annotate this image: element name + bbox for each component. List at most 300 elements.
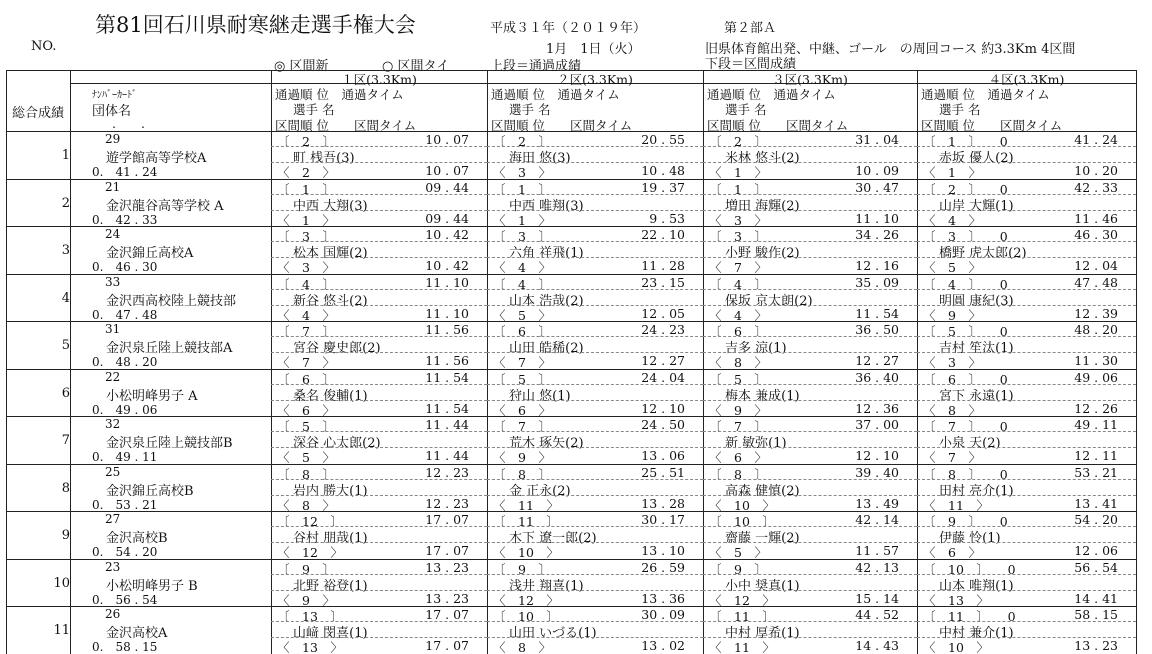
dashed-divider [703, 384, 917, 385]
pass-rank: 〔 3 〕 [277, 229, 335, 244]
section-time: 12 . 05 [641, 305, 685, 321]
pass-rank: 〔 3 〕 [493, 229, 551, 244]
pass-rank: 〔 7 〕 [709, 419, 767, 434]
leg-cell [271, 131, 487, 179]
dashed-divider [271, 146, 487, 147]
overall-rank: 5 [61, 338, 70, 353]
section-rank: 〈 5 〉 [709, 545, 767, 560]
runner-name: 深谷 心太郎(2) [293, 436, 381, 451]
pass-time: 37 . 00 [855, 417, 899, 432]
leg-cell [271, 606, 487, 654]
result-row [6, 559, 1137, 607]
pass-rank: 〔 8 〕 [493, 466, 551, 482]
pass-rank: 〔 4 〕 0 [923, 276, 1008, 292]
total-time: 0. 58 . 15 [92, 640, 158, 654]
leg-cell [703, 131, 917, 179]
section-time: 11 . 46 [1074, 210, 1118, 226]
section-rank: 〈 9 〉 [923, 307, 981, 323]
leg-cell [487, 464, 703, 512]
result-row [6, 606, 1137, 654]
pass-rank: 〔 11 〕 [493, 514, 559, 529]
dashed-divider [487, 526, 703, 527]
bib-number: 25 [105, 464, 121, 479]
section-rank: 〈 4 〉 [709, 307, 767, 323]
pass-time: 36 . 50 [855, 322, 899, 337]
section-time: 15 . 14 [855, 590, 899, 606]
leg-cell [271, 511, 487, 559]
section-time: 12 . 27 [641, 353, 685, 368]
section-rank: 〈 9 〉 [493, 450, 551, 465]
dashed-divider [487, 289, 703, 290]
runner-name: 小中 奨真(1) [725, 578, 800, 594]
dashed-divider [917, 495, 1136, 496]
dashed-divider [917, 210, 1136, 211]
leg-cell [917, 511, 1136, 559]
pass-rank: 〔 6 〕 [709, 324, 767, 339]
pass-time: 42 . 13 [855, 559, 899, 575]
pass-time: 11 . 10 [425, 274, 469, 290]
result-row [6, 416, 1137, 464]
dots-header: . . [112, 116, 145, 131]
pass-rank: 〔 10 〕 0 [923, 561, 1016, 577]
leg-cell [917, 131, 1136, 179]
overall-rank: 10 [53, 575, 70, 591]
section-rank: 〈 3 〉 [277, 260, 335, 275]
dashed-divider [703, 194, 917, 195]
runner-name: 狩山 悠(1) [509, 388, 571, 404]
pass-rank: 〔 12 〕 [277, 514, 343, 529]
section-rank: 〈 11 〉 [923, 497, 989, 513]
dashed-divider [917, 590, 1136, 591]
overall-rank-header: 総合成績 [11, 106, 64, 121]
pass-rank: 〔 10 〕 [493, 609, 559, 624]
dashed-divider [703, 352, 917, 353]
leg-cell [487, 226, 703, 274]
runner-name: 齋藤 一輝(2) [725, 531, 800, 546]
pass-time: 56 . 54 [1074, 559, 1118, 575]
leg-3-header: ３区(3.3Km) [772, 72, 848, 87]
dashed-divider [271, 352, 487, 353]
section-time: 12 . 27 [855, 353, 899, 368]
runner-name: 中西 唯翔(3) [509, 198, 584, 214]
dashed-divider [703, 305, 917, 306]
pass-time: 44 . 52 [855, 607, 899, 622]
pass-time: 48 . 20 [1074, 322, 1118, 337]
section-time: 13 . 10 [641, 543, 685, 558]
pass-rank: 〔 6 〕 0 [923, 371, 1008, 387]
pass-column-label: 通過順 位 通過タイム [707, 87, 836, 102]
section-rank: 〈 3 〉 [493, 165, 551, 180]
pass-rank: 〔 4 〕 [277, 276, 335, 292]
dashed-divider [271, 621, 487, 622]
section-rank: 〈 10 〉 [493, 545, 559, 560]
pass-time: 10 . 42 [425, 227, 469, 242]
pass-column-label: 通過順 位 通過タイム [491, 87, 620, 102]
leg-cell [917, 416, 1136, 464]
leg-cell [917, 226, 1136, 274]
section-time: 10 . 09 [855, 163, 899, 178]
dashed-divider [703, 621, 917, 622]
section-time: 13 . 06 [641, 448, 685, 463]
pass-time: 11 . 44 [425, 417, 469, 432]
section-time: 12 . 06 [1074, 543, 1118, 558]
bib-number: 27 [105, 512, 121, 526]
leg-cell [271, 416, 487, 464]
runner-name: 宮谷 慶史郎(2) [293, 341, 381, 356]
section-time: 11 . 56 [425, 353, 469, 368]
section-time: 10 . 07 [425, 163, 469, 178]
leg-cell [703, 559, 917, 607]
pass-rank: 〔 8 〕 [709, 466, 767, 482]
dashed-divider [487, 352, 703, 353]
dashed-divider [487, 305, 703, 306]
pass-time: 20 . 55 [641, 132, 685, 147]
total-time: 0. 48 . 20 [92, 355, 158, 369]
overall-rank: 1 [61, 148, 70, 163]
section-time: 10 . 48 [641, 163, 685, 178]
pass-time: 49 . 11 [1074, 417, 1118, 432]
pass-time: 53 . 21 [1074, 464, 1118, 480]
dashed-divider [271, 162, 487, 163]
section-rank: 〈 13 〉 [923, 592, 989, 608]
section-time: 10 . 42 [425, 258, 469, 273]
dashed-divider [703, 431, 917, 432]
section-rank: 〈 6 〉 [277, 402, 335, 418]
result-row [6, 369, 1137, 417]
dashed-divider [271, 400, 487, 401]
result-row [6, 179, 1137, 227]
pass-time: 47 . 48 [1074, 274, 1118, 290]
section-time: 09 . 44 [425, 210, 469, 226]
section-time: 12 . 11 [1074, 448, 1118, 463]
dashed-divider [487, 384, 703, 385]
section-rank: 〈 10 〉 [923, 640, 989, 654]
leg-1-header: １区(3.3Km) [341, 72, 417, 87]
runner-name: 高森 健慎(2) [725, 483, 800, 499]
dashed-divider [703, 495, 917, 496]
pass-time: 10 . 07 [425, 132, 469, 147]
section-rank: 〈 1 〉 [277, 212, 335, 228]
pass-time: 26 . 59 [641, 559, 685, 575]
dashed-divider [487, 162, 703, 163]
section-rank: 〈 12 〉 [277, 545, 343, 560]
dashed-divider [271, 447, 487, 448]
runner-name: 桑名 俊輔(1) [293, 388, 368, 404]
leg-cell [917, 179, 1136, 227]
dashed-divider [703, 257, 917, 258]
dashed-divider [271, 495, 487, 496]
runner-name: 伊藤 怜(1) [939, 531, 1001, 546]
dashed-divider [271, 384, 487, 385]
result-row [6, 226, 1137, 274]
section-time: 14 . 43 [855, 638, 899, 653]
dashed-divider [917, 574, 1136, 575]
pass-rank: 〔 9 〕 0 [923, 514, 1008, 529]
runner-name: 吉村 笙汰(1) [939, 341, 1014, 356]
pass-time: 41 . 24 [1074, 132, 1118, 147]
leg-cell [703, 226, 917, 274]
dashed-divider [271, 194, 487, 195]
section-column-label: 区間順 位 区間タイム [491, 118, 633, 133]
runner-name: 小泉 天(2) [939, 436, 1001, 451]
pass-rank: 〔 8 〕 [277, 466, 335, 482]
result-row [6, 464, 1137, 512]
dashed-divider [703, 400, 917, 401]
pass-rank: 〔 4 〕 [709, 276, 767, 292]
leg-cell [703, 369, 917, 417]
dashed-divider [271, 305, 487, 306]
section-time: 17 . 07 [425, 638, 469, 653]
course-description: 旧県体育館出発、中継、ゴール の周回コース 約3.3Km 4区間 [705, 42, 1076, 57]
section-time: 11 . 28 [641, 258, 685, 273]
section-rank: 〈 10 〉 [709, 497, 775, 513]
section-time: 12 . 10 [641, 400, 685, 416]
pass-rank: 〔 3 〕 0 [923, 229, 1008, 244]
result-row [6, 511, 1137, 559]
pass-time: 24 . 23 [641, 322, 685, 337]
bib-number: 33 [105, 274, 121, 289]
section-time: 12 . 23 [425, 495, 469, 511]
section-rank: 〈 3 〉 [923, 355, 981, 370]
leg-cell [917, 274, 1136, 322]
leg-cell [271, 179, 487, 227]
pass-time: 39 . 40 [855, 464, 899, 480]
dashed-divider [271, 289, 487, 290]
section-time: 11 . 30 [1074, 353, 1118, 368]
pass-time: 42 . 14 [855, 512, 899, 527]
section-rank: 〈 2 〉 [277, 165, 335, 180]
overall-rank: 3 [61, 243, 70, 258]
pass-time: 25 . 51 [641, 464, 685, 480]
pass-time: 23 . 15 [641, 274, 685, 290]
runner-name: 山本 浩哉(2) [509, 293, 584, 309]
section-time: 17 . 07 [425, 543, 469, 558]
section-rank: 〈 1 〉 [923, 165, 981, 180]
section-column-label: 区間順 位 区間タイム [921, 118, 1063, 133]
overall-rank: 7 [61, 433, 70, 448]
section-rank: 〈 8 〉 [277, 497, 335, 513]
pass-time: 31 . 04 [855, 132, 899, 147]
runner-name: 金 正永(2) [509, 483, 571, 499]
total-time: 0. 53 . 21 [92, 497, 158, 512]
leg-cell [271, 321, 487, 369]
section-rank: 〈 7 〉 [277, 355, 335, 370]
no-label: NO. [31, 39, 57, 54]
pass-rank: 〔 8 〕 0 [923, 466, 1008, 482]
pass-time: 35 . 09 [855, 274, 899, 290]
pass-time: 30 . 47 [855, 179, 899, 195]
leg-cell [487, 511, 703, 559]
pass-rank: 〔 2 〕 [709, 134, 767, 149]
dashed-divider [271, 590, 487, 591]
dashed-divider [487, 542, 703, 543]
section-time: 13 . 41 [1074, 495, 1118, 511]
pass-time: 17 . 07 [425, 512, 469, 527]
pass-rank: 〔 6 〕 [277, 371, 335, 387]
total-time: 0. 49 . 11 [92, 450, 158, 464]
runner-column-label: 選手 名 [725, 102, 767, 117]
pass-time: 13 . 23 [425, 559, 469, 575]
section-time: 12 . 10 [855, 448, 899, 463]
pass-time: 09 . 44 [425, 179, 469, 195]
dashed-divider [917, 400, 1136, 401]
dashed-divider [487, 621, 703, 622]
leg-cell [703, 321, 917, 369]
leg-cell [487, 131, 703, 179]
leg-cell [703, 274, 917, 322]
section-time: 11 . 54 [425, 400, 469, 416]
pass-rank: 〔 9 〕 [709, 561, 767, 577]
leg-cell [703, 511, 917, 559]
date-line: 平成３１年（２０１９年） [490, 21, 647, 36]
dashed-divider [271, 336, 487, 337]
dashed-divider [271, 241, 487, 242]
runner-name: 中西 大翔(3) [293, 198, 368, 214]
section-rank: 〈 5 〉 [493, 307, 551, 323]
overall-rank: 6 [61, 385, 70, 401]
legend-section-tie: ○ 区間タイ [382, 59, 450, 74]
dashed-divider [917, 621, 1136, 622]
runner-name: 松本 国輝(2) [293, 246, 368, 261]
runner-name: 中村 厚希(1) [725, 626, 800, 641]
dashed-divider [917, 352, 1136, 353]
section-time: 11 . 44 [425, 448, 469, 463]
dashed-divider [487, 210, 703, 211]
leg-4-header: ４区(3.3Km) [988, 72, 1065, 87]
section-rank: 〈 4 〉 [277, 307, 335, 323]
pass-column-label: 通過順 位 通過タイム [921, 87, 1050, 102]
total-time: 0. 56 . 54 [92, 592, 158, 607]
dashed-divider [703, 289, 917, 290]
section-rank: 〈 8 〉 [493, 640, 551, 654]
pass-rank: 〔 5 〕 [709, 371, 767, 387]
pass-column-label: 通過順 位 通過タイム [275, 87, 404, 102]
section-rank: 〈 12 〉 [709, 592, 775, 608]
result-row [6, 131, 1137, 179]
section-rank: 〈 11 〉 [709, 640, 775, 654]
team-name: 金沢龍谷高等学校 A [106, 198, 224, 214]
runner-name: 荒木 琢矢(2) [509, 436, 584, 451]
pass-rank: 〔 7 〕 [277, 324, 335, 339]
dashed-divider [917, 637, 1136, 638]
pass-rank: 〔 5 〕 0 [923, 324, 1008, 339]
runner-name: 保坂 京太朗(2) [725, 293, 813, 309]
leg-cell [703, 464, 917, 512]
total-time: 0. 47 . 48 [92, 307, 158, 322]
section-time: 13 . 23 [1074, 638, 1118, 653]
team-name: 金沢西高校陸上競技部 [106, 293, 237, 309]
dashed-divider [487, 431, 703, 432]
dashed-divider [917, 289, 1136, 290]
section-rank: 〈 4 〉 [923, 212, 981, 228]
section-rank: 〈 4 〉 [493, 260, 551, 275]
pass-rank: 〔 6 〕 [493, 324, 551, 339]
dashed-divider [487, 146, 703, 147]
pass-time: 11 . 56 [425, 322, 469, 337]
runner-name: 谷村 朋哉(1) [293, 531, 368, 546]
dashed-divider [487, 257, 703, 258]
pass-rank: 〔 5 〕 [493, 371, 551, 387]
leg-cell [703, 179, 917, 227]
dashed-divider [917, 526, 1136, 527]
dashed-divider [703, 336, 917, 337]
results-table [6, 70, 1137, 654]
pass-time: 46 . 30 [1074, 227, 1118, 242]
leg-cell [917, 559, 1136, 607]
section-rank: 〈 3 〉 [709, 212, 767, 228]
dashed-divider [703, 162, 917, 163]
team-name: 金沢泉丘陸上競技部A [106, 341, 233, 356]
dashed-divider [271, 526, 487, 527]
pass-rank: 〔 1 〕 [277, 181, 335, 197]
pass-rank: 〔 9 〕 [277, 561, 335, 577]
dashed-divider [487, 574, 703, 575]
dashed-divider [917, 431, 1136, 432]
dashed-divider [703, 590, 917, 591]
date-line-2: 1月 1日（火） [546, 42, 641, 57]
team-name: 金沢錦丘高校A [106, 246, 194, 261]
runner-name: 町 桟吾(3) [293, 151, 355, 166]
team-name: 小松明峰男子 A [106, 388, 198, 404]
overall-rank: 4 [61, 290, 70, 306]
page-title: 第81回石川県耐寒継走選手権大会 [95, 13, 416, 37]
team-name: 金沢泉丘陸上競技部B [106, 436, 233, 451]
pass-rank: 〔 1 〕 [709, 181, 767, 197]
runner-name: 宮下 永遠(1) [939, 388, 1014, 404]
section-rank: 〈 5 〉 [923, 260, 981, 275]
leg-cell [487, 274, 703, 322]
pass-rank: 〔 5 〕 [277, 419, 335, 434]
section-rank: 〈 5 〉 [277, 450, 335, 465]
section-time: 13 . 36 [641, 590, 685, 606]
section-time: 12 . 04 [1074, 258, 1118, 273]
runner-column-label: 選手 名 [293, 102, 335, 117]
pass-time: 17 . 07 [425, 607, 469, 622]
runner-name: 新 敏弥(1) [725, 436, 787, 451]
section-column-label: 区間順 位 区間タイム [275, 118, 417, 133]
pass-rank: 〔 3 〕 [709, 229, 767, 244]
pass-rank: 〔 9 〕 [493, 561, 551, 577]
runner-name: 山本 唯翔(1) [939, 578, 1014, 594]
runner-name: 岩内 勝大(1) [293, 483, 368, 499]
dashed-divider [487, 194, 703, 195]
dashed-divider [703, 447, 917, 448]
section-time: 9 . 53 [649, 210, 685, 226]
dashed-divider [703, 479, 917, 480]
dashed-divider [917, 162, 1136, 163]
bib-number: 23 [105, 559, 121, 574]
section-rank: 〈 6 〉 [709, 450, 767, 465]
dashed-divider [271, 257, 487, 258]
bib-number: 29 [105, 132, 121, 146]
pass-time: 12 . 23 [425, 464, 469, 480]
section-time: 11 . 54 [855, 305, 899, 321]
section-rank: 〈 9 〉 [709, 402, 767, 418]
dashed-divider [917, 336, 1136, 337]
dashed-divider [271, 431, 487, 432]
team-name: 金沢高校B [106, 531, 168, 546]
team-header: 団体名 [92, 104, 132, 119]
bib-number: 31 [105, 322, 121, 336]
team-name: 金沢錦丘高校B [106, 483, 194, 499]
team-name: 遊学館高等学校A [106, 151, 207, 166]
dashed-divider [271, 574, 487, 575]
total-time: 0. 42 . 33 [92, 212, 158, 227]
runner-name: 田村 亮介(1) [939, 483, 1014, 499]
dashed-divider [487, 637, 703, 638]
pass-time: 19 . 37 [641, 179, 685, 195]
bib-number: 21 [105, 179, 121, 194]
